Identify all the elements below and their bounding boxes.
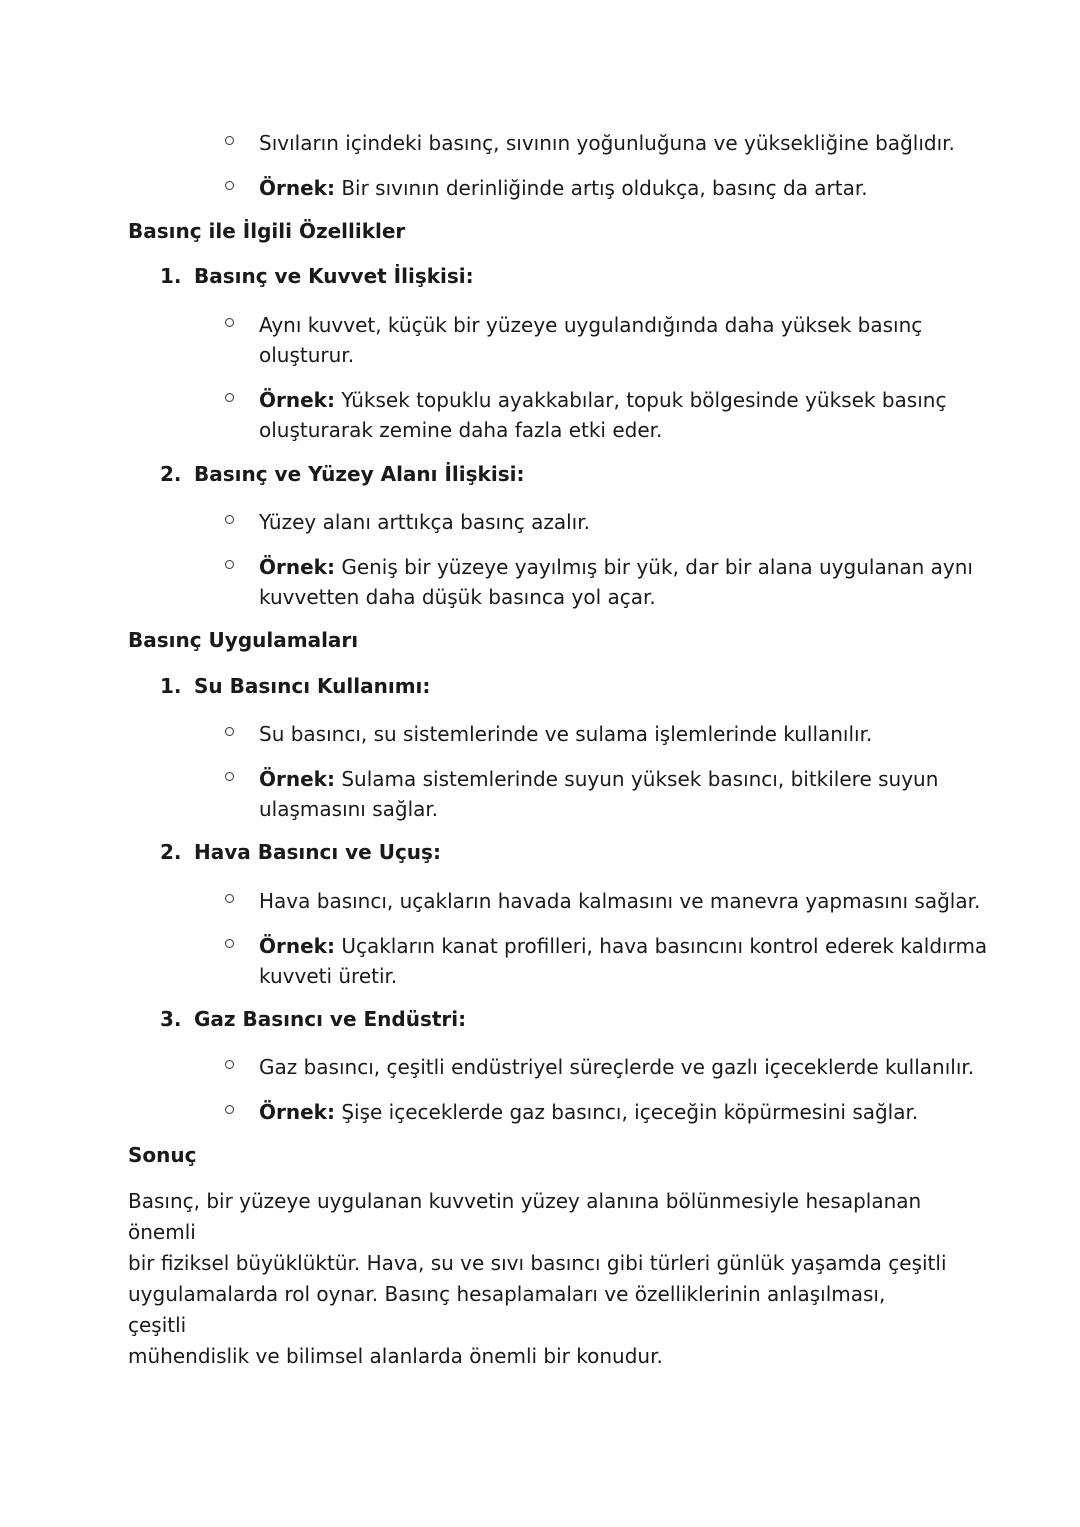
item-number: 2. xyxy=(160,840,182,864)
example-label: Örnek: xyxy=(259,176,335,200)
hollow-bullet-icon xyxy=(225,181,234,190)
bullet-text: Şişe içeceklerde gaz basıncı, içeceğin köpürmesini sağlar. xyxy=(334,1100,919,1124)
hollow-bullet-icon xyxy=(225,772,234,781)
item-title: Gaz Basıncı ve Endüstri: xyxy=(194,1007,467,1031)
section-heading: Basınç ile İlgili Özellikler xyxy=(128,219,406,243)
paragraph-line: Basınç, bir yüzeye uygulanan kuvvetin yüzey alanına bölünmesiyle hesaplanan önemli xyxy=(128,1189,922,1244)
numbered-item xyxy=(160,462,524,486)
example-label: Örnek: xyxy=(259,555,335,579)
paragraph-line: bir fiziksel büyüklüktür. Hava, su ve sıvı basıncı gibi türleri günlük yaşamda çeşitli xyxy=(128,1251,947,1275)
bullet-text: Geniş bir yüzeye yayılmış bir yük, dar bir alana uygulanan aynı xyxy=(334,555,973,579)
numbered-item xyxy=(160,840,441,864)
bullet-text: Yüzey alanı arttıkça basınç azalır. xyxy=(259,510,590,534)
numbered-item xyxy=(160,264,474,288)
bullet-text: Gaz basıncı, çeşitli endüstriyel süreçlerde ve gazlı içeceklerde kullanılır. xyxy=(259,1055,975,1079)
numbered-item xyxy=(160,1007,466,1031)
hollow-bullet-icon xyxy=(225,515,234,524)
section-heading: Sonuç xyxy=(128,1143,197,1167)
bullet-text: Aynı kuvvet, küçük bir yüzeye uygulandığında daha yüksek basınç xyxy=(259,313,923,337)
numbered-item xyxy=(160,674,430,698)
bullet-text-cont: oluşturarak zemine daha fazla etki eder. xyxy=(259,418,663,442)
bullet-text: Yüksek topuklu ayakkabılar, topuk bölgesinde yüksek basınç xyxy=(334,388,947,412)
item-title: Basınç ve Yüzey Alanı İlişkisi: xyxy=(194,462,525,486)
item-number: 3. xyxy=(160,1007,182,1031)
bullet-text-cont: kuvvetten daha düşük basınca yol açar. xyxy=(259,585,656,609)
bullet-text: Su basıncı, su sistemlerinde ve sulama işlemlerinde kullanılır. xyxy=(259,722,873,746)
item-title: Hava Basıncı ve Uçuş: xyxy=(194,840,441,864)
hollow-bullet-icon xyxy=(225,136,234,145)
item-title: Basınç ve Kuvvet İlişkisi: xyxy=(194,264,474,288)
hollow-bullet-icon xyxy=(225,393,234,402)
item-title: Su Basıncı Kullanımı: xyxy=(194,674,431,698)
bullet-text-cont: oluşturur. xyxy=(259,343,355,367)
section-heading: Basınç Uygulamaları xyxy=(128,628,359,652)
bullet-text-cont: kuvveti üretir. xyxy=(259,964,398,988)
conclusion-paragraph xyxy=(128,1186,948,1372)
hollow-bullet-icon xyxy=(225,939,234,948)
paragraph-line: uygulamalarda rol oynar. Basınç hesaplamaları ve özelliklerinin anlaşılması, çeşitli xyxy=(128,1282,886,1337)
bullet-text: Sulama sistemlerinde suyun yüksek basıncı, bitkilere suyun xyxy=(334,767,939,791)
hollow-bullet-icon xyxy=(225,560,234,569)
bullet-text: Bir sıvının derinliğinde artış oldukça, basınç da artar. xyxy=(334,176,868,200)
bullet-text: Uçakların kanat profilleri, hava basıncını kontrol ederek kaldırma xyxy=(334,934,988,958)
item-number: 1. xyxy=(160,264,182,288)
hollow-bullet-icon xyxy=(225,1105,234,1114)
bullet-text: Sıvıların içindeki basınç, sıvının yoğunluğuna ve yüksekliğine bağlıdır. xyxy=(259,131,955,155)
example-label: Örnek: xyxy=(259,388,335,412)
hollow-bullet-icon xyxy=(225,894,234,903)
bullet-text-cont: ulaşmasını sağlar. xyxy=(259,797,439,821)
hollow-bullet-icon xyxy=(225,1060,234,1069)
item-number: 2. xyxy=(160,462,182,486)
hollow-bullet-icon xyxy=(225,727,234,736)
paragraph-line: mühendislik ve bilimsel alanlarda önemli bir konudur. xyxy=(128,1344,663,1368)
bullet-text: Hava basıncı, uçakların havada kalmasını ve manevra yapmasını sağlar. xyxy=(259,889,981,913)
example-label: Örnek: xyxy=(259,1100,335,1124)
item-number: 1. xyxy=(160,674,182,698)
example-label: Örnek: xyxy=(259,934,335,958)
example-label: Örnek: xyxy=(259,767,335,791)
hollow-bullet-icon xyxy=(225,318,234,327)
